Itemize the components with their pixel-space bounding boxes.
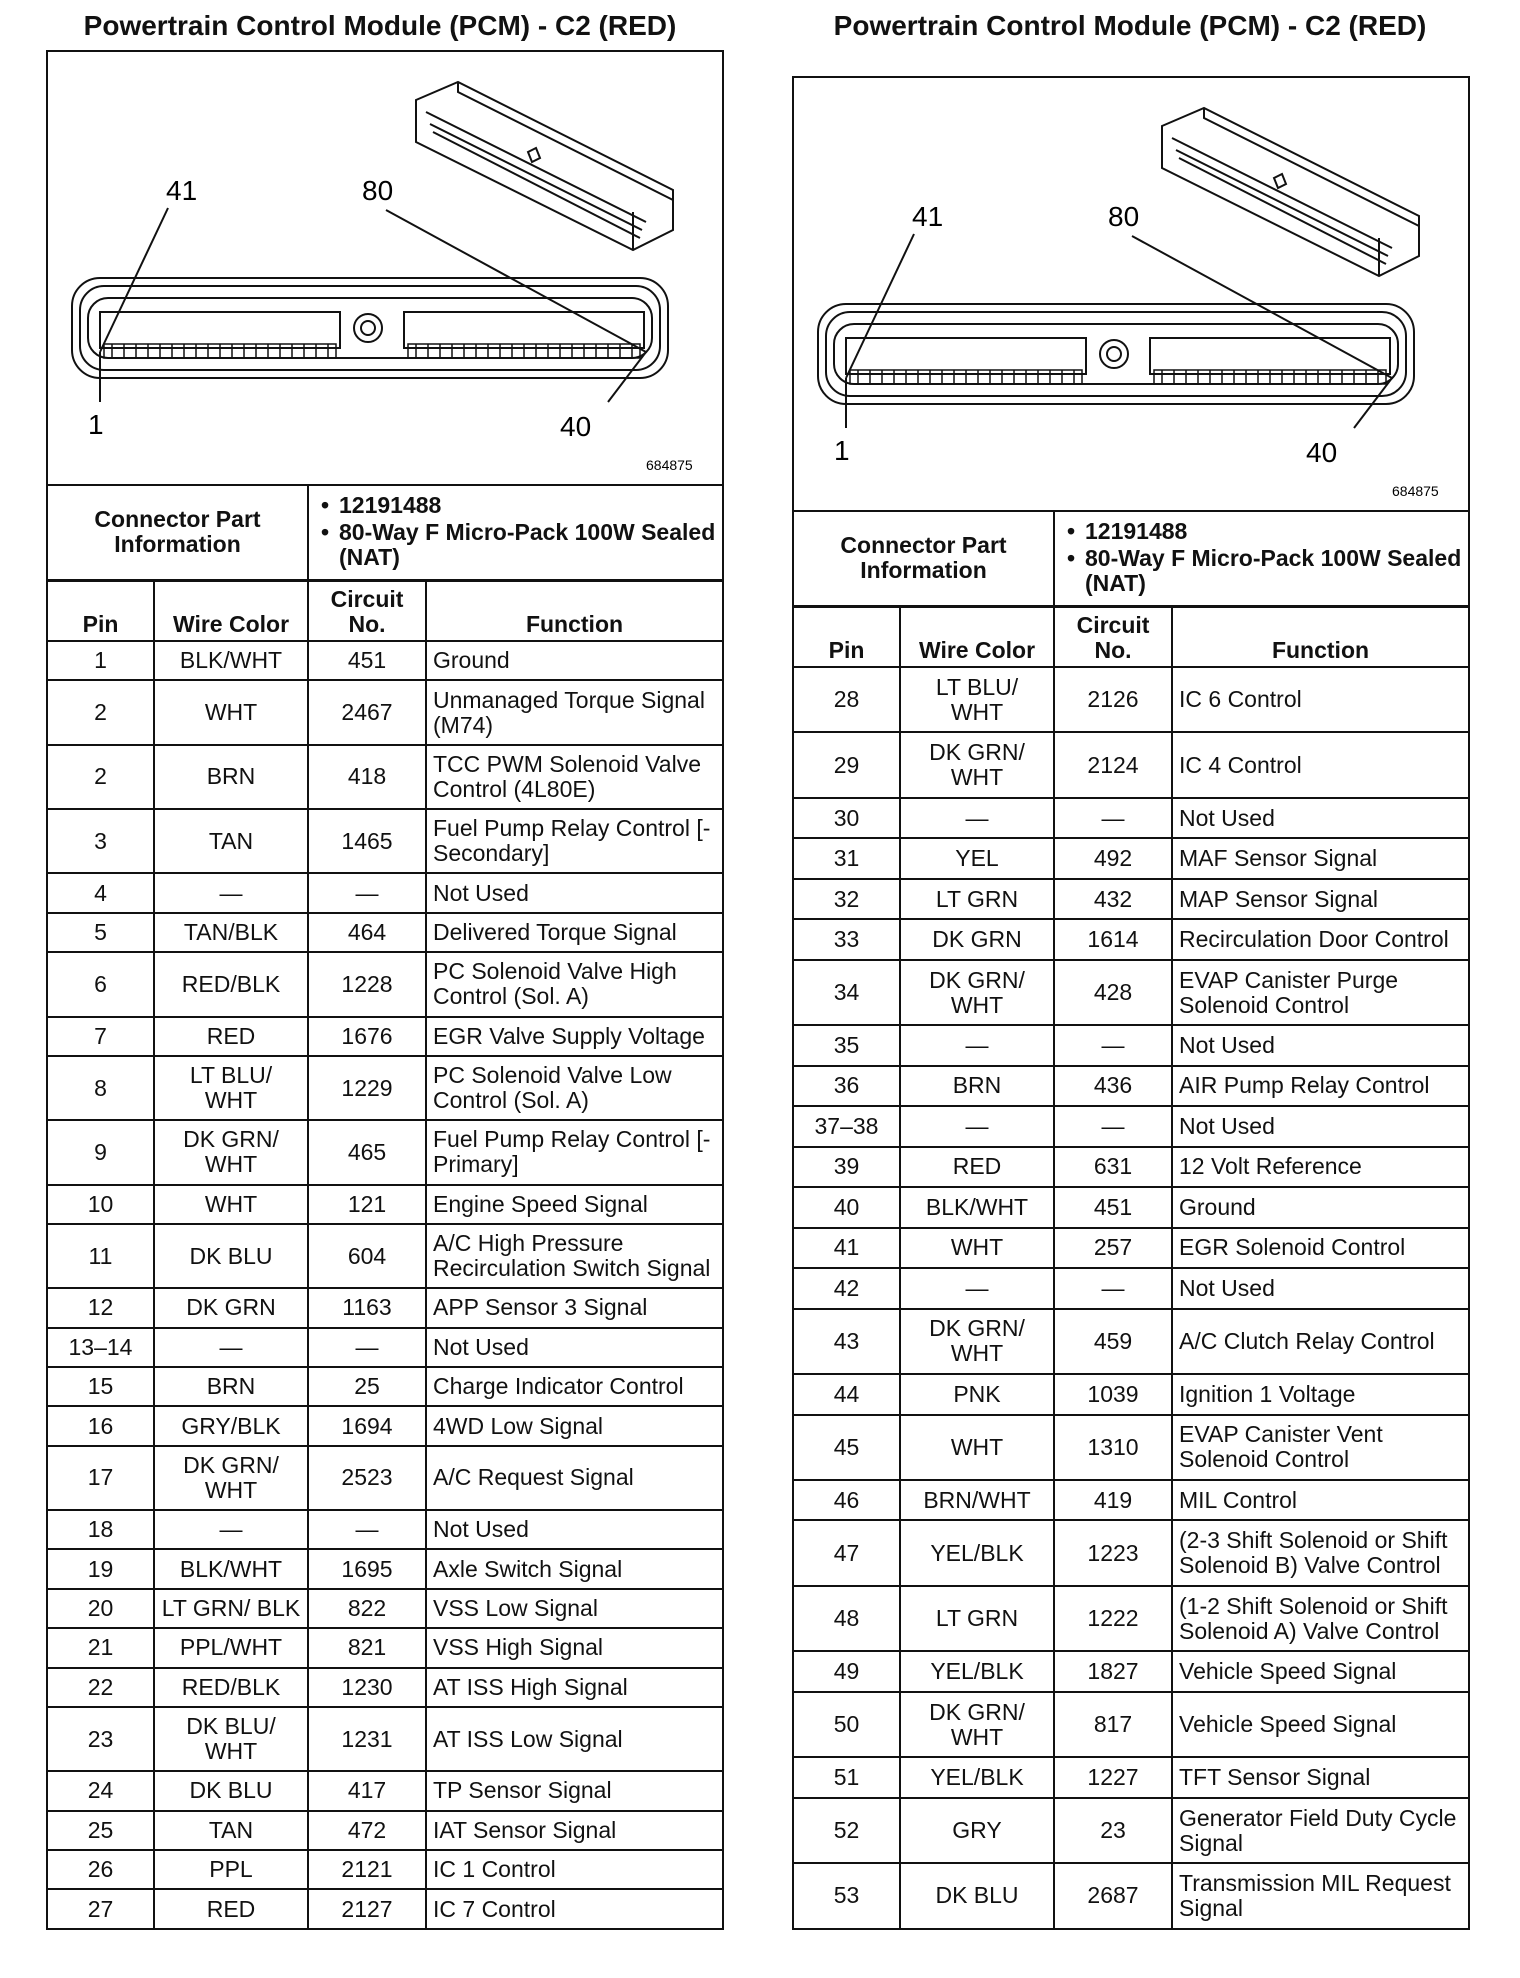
wire-color-cell: PPL/WHT: [154, 1628, 308, 1667]
function-cell: Fuel Pump Relay Control [- Secondary]: [426, 809, 722, 873]
function-cell: MIL Control: [1172, 1480, 1468, 1520]
circuit-cell: 1827: [1054, 1651, 1172, 1691]
pin-cell: 52: [794, 1798, 900, 1863]
circuit-cell: 817: [1054, 1692, 1172, 1757]
circuit-cell: 631: [1054, 1147, 1172, 1187]
circuit-cell: 1163: [308, 1288, 426, 1327]
circuit-cell: 419: [1054, 1480, 1172, 1520]
pin-cell: 42: [794, 1268, 900, 1308]
circuit-cell: —: [1054, 798, 1172, 838]
wire-color-cell: DK BLU: [154, 1771, 308, 1810]
left-connector-info: [48, 484, 722, 581]
pin-label-80: 80: [1108, 201, 1140, 232]
wire-color-cell: —: [154, 1510, 308, 1549]
circuit-cell: 417: [308, 1771, 426, 1810]
wire-color-cell: LT BLU/ WHT: [154, 1056, 308, 1120]
wire-color-cell: RED/BLK: [154, 952, 308, 1016]
function-cell: PC Solenoid Valve Low Control (Sol. A): [426, 1056, 722, 1120]
pin-cell: 2: [48, 680, 154, 744]
wire-color-cell: BRN: [154, 1367, 308, 1406]
table-row: [48, 1510, 722, 1549]
circuit-cell: 2124: [1054, 732, 1172, 797]
table-row: [794, 667, 1468, 732]
wire-color-cell: DK GRN: [154, 1288, 308, 1327]
function-cell: (2-3 Shift Solenoid or Shift Solenoid B) Valve Control: [1172, 1520, 1468, 1585]
wire-color-cell: LT GRN/ BLK: [154, 1589, 308, 1628]
circuit-cell: 121: [308, 1185, 426, 1224]
wire-color-cell: —: [900, 1106, 1054, 1146]
pin-cell: 4: [48, 873, 154, 912]
circuit-cell: —: [1054, 1268, 1172, 1308]
function-cell: IAT Sensor Signal: [426, 1811, 722, 1850]
pin-cell: 9: [48, 1120, 154, 1184]
wire-color-cell: BLK/WHT: [900, 1187, 1054, 1227]
header-wire-color: Wire Color: [900, 607, 1054, 667]
function-cell: Axle Switch Signal: [426, 1549, 722, 1588]
table-row: [794, 798, 1468, 838]
wire-color-cell: YEL/BLK: [900, 1757, 1054, 1797]
wire-color-cell: BRN: [900, 1066, 1054, 1106]
connector-info-label: Connector Part Information: [48, 484, 308, 580]
function-cell: Not Used: [1172, 1106, 1468, 1146]
pin-cell: 12: [48, 1288, 154, 1327]
function-cell: APP Sensor 3 Signal: [426, 1288, 722, 1327]
function-cell: Unmanaged Torque Signal (M74): [426, 680, 722, 744]
connector-illustration: [794, 78, 1468, 508]
function-cell: A/C Request Signal: [426, 1446, 722, 1510]
wire-color-cell: DK GRN/ WHT: [154, 1120, 308, 1184]
wire-color-cell: RED: [900, 1147, 1054, 1187]
table-row: [48, 1589, 722, 1628]
pin-cell: 46: [794, 1480, 900, 1520]
table-row: [48, 1707, 722, 1771]
wire-color-cell: RED/BLK: [154, 1668, 308, 1707]
function-cell: IC 1 Control: [426, 1850, 722, 1889]
function-cell: 12 Volt Reference: [1172, 1147, 1468, 1187]
table-row: [794, 1106, 1468, 1146]
pin-cell: 49: [794, 1651, 900, 1691]
wire-color-cell: DK GRN/ WHT: [900, 1309, 1054, 1374]
circuit-cell: 1694: [308, 1406, 426, 1445]
header-function: Function: [1172, 607, 1468, 667]
function-cell: EGR Solenoid Control: [1172, 1228, 1468, 1268]
wire-color-cell: —: [154, 1328, 308, 1367]
pin-cell: 30: [794, 798, 900, 838]
circuit-cell: 1465: [308, 809, 426, 873]
table-row: [48, 1224, 722, 1288]
circuit-cell: 1222: [1054, 1586, 1172, 1651]
wire-color-cell: BLK/WHT: [154, 1549, 308, 1588]
header-wire-color: Wire Color: [154, 581, 308, 641]
pin-cell: 41: [794, 1228, 900, 1268]
circuit-cell: 1229: [308, 1056, 426, 1120]
table-row: [48, 809, 722, 873]
pin-cell: 44: [794, 1374, 900, 1414]
table-row: [48, 1120, 722, 1184]
table-row: [794, 1480, 1468, 1520]
pin-cell: 19: [48, 1549, 154, 1588]
circuit-cell: 2523: [308, 1446, 426, 1510]
wire-color-cell: LT GRN: [900, 879, 1054, 919]
circuit-cell: 604: [308, 1224, 426, 1288]
pin-cell: 39: [794, 1147, 900, 1187]
circuit-cell: 1230: [308, 1668, 426, 1707]
table-row: [48, 1056, 722, 1120]
connector-type: • 80-Way F Micro-Pack 100W Sealed (NAT): [1085, 546, 1462, 596]
function-cell: Not Used: [1172, 1025, 1468, 1065]
pin-cell: 1: [48, 641, 154, 680]
function-cell: Ignition 1 Voltage: [1172, 1374, 1468, 1414]
pin-cell: 43: [794, 1309, 900, 1374]
pin-cell: 17: [48, 1446, 154, 1510]
right-pinout-table: [794, 606, 1468, 1930]
table-row: [48, 680, 722, 744]
pin-cell: 7: [48, 1017, 154, 1056]
pin-cell: 26: [48, 1850, 154, 1889]
table-row: [794, 1066, 1468, 1106]
figure-id: 684875: [1392, 483, 1439, 499]
table-row: [794, 1863, 1468, 1928]
pin-cell: 28: [794, 667, 900, 732]
header-pin: Pin: [48, 581, 154, 641]
pin-cell: 48: [794, 1586, 900, 1651]
left-pinout-table: [48, 580, 722, 1930]
header-circuit: Circuit No.: [308, 581, 426, 641]
wire-color-cell: GRY: [900, 1798, 1054, 1863]
table-row: [794, 1520, 1468, 1585]
wire-color-cell: BLK/WHT: [154, 641, 308, 680]
circuit-cell: 1223: [1054, 1520, 1172, 1585]
table-row: [48, 1017, 722, 1056]
pin-cell: 13–14: [48, 1328, 154, 1367]
pin-cell: 21: [48, 1628, 154, 1667]
table-row: [48, 641, 722, 680]
pin-cell: 36: [794, 1066, 900, 1106]
wire-color-cell: TAN: [154, 1811, 308, 1850]
table-row: [794, 1025, 1468, 1065]
function-cell: A/C Clutch Relay Control: [1172, 1309, 1468, 1374]
wire-color-cell: GRY/BLK: [154, 1406, 308, 1445]
circuit-cell: 2467: [308, 680, 426, 744]
circuit-cell: —: [308, 1328, 426, 1367]
pin-cell: 18: [48, 1510, 154, 1549]
table-row: [48, 873, 722, 912]
connector-type: • 80-Way F Micro-Pack 100W Sealed (NAT): [339, 520, 716, 570]
circuit-cell: 418: [308, 745, 426, 809]
connector-info-label: Connector Part Information: [794, 510, 1054, 606]
table-row: [48, 1811, 722, 1850]
pin-cell: 37–38: [794, 1106, 900, 1146]
pin-cell: 32: [794, 879, 900, 919]
circuit-cell: 492: [1054, 838, 1172, 878]
header-pin: Pin: [794, 607, 900, 667]
connector-illustration: [48, 52, 722, 482]
table-row: [794, 1757, 1468, 1797]
table-row: [794, 1651, 1468, 1691]
table-row: [794, 919, 1468, 959]
function-cell: Not Used: [1172, 1268, 1468, 1308]
wire-color-cell: DK BLU/ WHT: [154, 1707, 308, 1771]
function-cell: AT ISS High Signal: [426, 1668, 722, 1707]
circuit-cell: 2687: [1054, 1863, 1172, 1928]
left-panel: [46, 50, 724, 1930]
circuit-cell: 822: [308, 1589, 426, 1628]
figure-id: 684875: [646, 457, 693, 473]
function-cell: A/C High Pressure Recirculation Switch Signal: [426, 1224, 722, 1288]
function-cell: Not Used: [426, 1328, 722, 1367]
circuit-cell: 464: [308, 913, 426, 952]
circuit-cell: —: [1054, 1106, 1172, 1146]
pin-cell: 20: [48, 1589, 154, 1628]
table-row: [794, 879, 1468, 919]
function-cell: TFT Sensor Signal: [1172, 1757, 1468, 1797]
circuit-cell: 436: [1054, 1066, 1172, 1106]
function-cell: IC 4 Control: [1172, 732, 1468, 797]
pin-cell: 34: [794, 960, 900, 1025]
wire-color-cell: WHT: [900, 1415, 1054, 1480]
wire-color-cell: YEL/BLK: [900, 1651, 1054, 1691]
table-row: [48, 1771, 722, 1810]
pin-cell: 2: [48, 745, 154, 809]
wire-color-cell: RED: [154, 1889, 308, 1928]
table-row: [48, 745, 722, 809]
circuit-cell: 1676: [308, 1017, 426, 1056]
table-row: [48, 1549, 722, 1588]
wire-color-cell: DK GRN/ WHT: [900, 732, 1054, 797]
function-cell: Engine Speed Signal: [426, 1185, 722, 1224]
table-row: [794, 732, 1468, 797]
pin-cell: 8: [48, 1056, 154, 1120]
function-cell: VSS High Signal: [426, 1628, 722, 1667]
wire-color-cell: —: [900, 1025, 1054, 1065]
table-row: [48, 1446, 722, 1510]
function-cell: Generator Field Duty Cycle Signal: [1172, 1798, 1468, 1863]
pin-cell: 22: [48, 1668, 154, 1707]
pin-label-41: 41: [912, 201, 944, 232]
pin-cell: 24: [48, 1771, 154, 1810]
pin-cell: 29: [794, 732, 900, 797]
function-cell: (1-2 Shift Solenoid or Shift Solenoid A) Valve Control: [1172, 1586, 1468, 1651]
function-cell: Not Used: [426, 1510, 722, 1549]
pin-label-1: 1: [88, 409, 104, 440]
right-connector-diagram: [794, 78, 1468, 512]
circuit-cell: 451: [308, 641, 426, 680]
table-row: [48, 952, 722, 1016]
table-row: [794, 1692, 1468, 1757]
wire-color-cell: LT BLU/ WHT: [900, 667, 1054, 732]
right-panel: [792, 76, 1470, 1930]
circuit-cell: —: [308, 873, 426, 912]
table-row: [794, 838, 1468, 878]
pin-label-40: 40: [1306, 437, 1338, 468]
pin-cell: 47: [794, 1520, 900, 1585]
function-cell: Ground: [1172, 1187, 1468, 1227]
table-row: [794, 1228, 1468, 1268]
function-cell: Ground: [426, 641, 722, 680]
circuit-cell: 1231: [308, 1707, 426, 1771]
table-row: [794, 1798, 1468, 1863]
wire-color-cell: DK GRN/ WHT: [900, 1692, 1054, 1757]
circuit-cell: 23: [1054, 1798, 1172, 1863]
pin-cell: 45: [794, 1415, 900, 1480]
table-row: [794, 1187, 1468, 1227]
circuit-cell: 257: [1054, 1228, 1172, 1268]
pin-cell: 50: [794, 1692, 900, 1757]
circuit-cell: 428: [1054, 960, 1172, 1025]
function-cell: Charge Indicator Control: [426, 1367, 722, 1406]
table-row: [794, 1586, 1468, 1651]
connector-part-number: • 12191488: [1085, 519, 1462, 544]
function-cell: TCC PWM Solenoid Valve Control (4L80E): [426, 745, 722, 809]
function-cell: IC 7 Control: [426, 1889, 722, 1928]
pin-cell: 23: [48, 1707, 154, 1771]
wire-color-cell: BRN: [154, 745, 308, 809]
table-row: [794, 1374, 1468, 1414]
wire-color-cell: WHT: [154, 1185, 308, 1224]
function-cell: Vehicle Speed Signal: [1172, 1692, 1468, 1757]
wire-color-cell: LT GRN: [900, 1586, 1054, 1651]
function-cell: Delivered Torque Signal: [426, 913, 722, 952]
wire-color-cell: DK GRN/ WHT: [154, 1446, 308, 1510]
circuit-cell: 1227: [1054, 1757, 1172, 1797]
function-cell: MAF Sensor Signal: [1172, 838, 1468, 878]
circuit-cell: 2126: [1054, 667, 1172, 732]
pin-label-40: 40: [560, 411, 592, 442]
function-cell: Fuel Pump Relay Control [- Primary]: [426, 1120, 722, 1184]
table-row: [48, 1185, 722, 1224]
wire-color-cell: DK BLU: [154, 1224, 308, 1288]
circuit-cell: 25: [308, 1367, 426, 1406]
pin-cell: 11: [48, 1224, 154, 1288]
wire-color-cell: PNK: [900, 1374, 1054, 1414]
wire-color-cell: PPL: [154, 1850, 308, 1889]
pin-label-1: 1: [834, 435, 850, 466]
pin-cell: 25: [48, 1811, 154, 1850]
function-cell: PC Solenoid Valve High Control (Sol. A): [426, 952, 722, 1016]
table-row: [48, 1889, 722, 1928]
wire-color-cell: BRN/WHT: [900, 1480, 1054, 1520]
pin-cell: 15: [48, 1367, 154, 1406]
header-function: Function: [426, 581, 722, 641]
function-cell: EVAP Canister Purge Solenoid Control: [1172, 960, 1468, 1025]
pin-cell: 51: [794, 1757, 900, 1797]
wire-color-cell: WHT: [154, 680, 308, 744]
table-row: [48, 1406, 722, 1445]
pin-cell: 16: [48, 1406, 154, 1445]
circuit-cell: —: [308, 1510, 426, 1549]
wire-color-cell: —: [900, 798, 1054, 838]
table-row: [48, 913, 722, 952]
pin-cell: 35: [794, 1025, 900, 1065]
circuit-cell: 1228: [308, 952, 426, 1016]
wire-color-cell: WHT: [900, 1228, 1054, 1268]
connector-part-number: • 12191488: [339, 493, 716, 518]
function-cell: EVAP Canister Vent Solenoid Control: [1172, 1415, 1468, 1480]
wire-color-cell: DK GRN/ WHT: [900, 960, 1054, 1025]
pin-cell: 5: [48, 913, 154, 952]
circuit-cell: 1310: [1054, 1415, 1172, 1480]
circuit-cell: 472: [308, 1811, 426, 1850]
circuit-cell: 2127: [308, 1889, 426, 1928]
circuit-cell: 451: [1054, 1187, 1172, 1227]
pin-cell: 3: [48, 809, 154, 873]
pin-cell: 31: [794, 838, 900, 878]
table-row: [794, 1147, 1468, 1187]
header-circuit: Circuit No.: [1054, 607, 1172, 667]
table-row: [794, 1415, 1468, 1480]
circuit-cell: 459: [1054, 1309, 1172, 1374]
circuit-cell: 821: [308, 1628, 426, 1667]
left-page-title: Powertrain Control Module (PCM) - C2 (RED): [83, 10, 677, 41]
table-row: [48, 1328, 722, 1367]
circuit-cell: —: [1054, 1025, 1172, 1065]
connector-info-items: [308, 484, 722, 580]
pin-cell: 53: [794, 1863, 900, 1928]
pin-cell: 6: [48, 952, 154, 1016]
table-row: [48, 1668, 722, 1707]
function-cell: Not Used: [426, 873, 722, 912]
circuit-cell: 2121: [308, 1850, 426, 1889]
table-row: [794, 1309, 1468, 1374]
connector-info-items: [1054, 510, 1468, 606]
function-cell: EGR Valve Supply Voltage: [426, 1017, 722, 1056]
circuit-cell: 1614: [1054, 919, 1172, 959]
table-row: [48, 1628, 722, 1667]
circuit-cell: 1695: [308, 1549, 426, 1588]
function-cell: AIR Pump Relay Control: [1172, 1066, 1468, 1106]
pin-cell: 33: [794, 919, 900, 959]
wire-color-cell: YEL/BLK: [900, 1520, 1054, 1585]
circuit-cell: 465: [308, 1120, 426, 1184]
pin-label-80: 80: [362, 175, 394, 206]
table-row: [794, 960, 1468, 1025]
table-row: [48, 1367, 722, 1406]
wire-color-cell: YEL: [900, 838, 1054, 878]
pin-cell: 10: [48, 1185, 154, 1224]
wire-color-cell: TAN/BLK: [154, 913, 308, 952]
wire-color-cell: DK GRN: [900, 919, 1054, 959]
function-cell: VSS Low Signal: [426, 1589, 722, 1628]
function-cell: Vehicle Speed Signal: [1172, 1651, 1468, 1691]
function-cell: TP Sensor Signal: [426, 1771, 722, 1810]
function-cell: IC 6 Control: [1172, 667, 1468, 732]
function-cell: AT ISS Low Signal: [426, 1707, 722, 1771]
pin-cell: 40: [794, 1187, 900, 1227]
left-connector-diagram: [48, 52, 722, 486]
function-cell: Recirculation Door Control: [1172, 919, 1468, 959]
circuit-cell: 432: [1054, 879, 1172, 919]
wire-color-cell: —: [154, 873, 308, 912]
function-cell: 4WD Low Signal: [426, 1406, 722, 1445]
table-row: [48, 1288, 722, 1327]
pin-label-41: 41: [166, 175, 198, 206]
wire-color-cell: RED: [154, 1017, 308, 1056]
wire-color-cell: —: [900, 1268, 1054, 1308]
table-row: [48, 1850, 722, 1889]
wire-color-cell: DK BLU: [900, 1863, 1054, 1928]
function-cell: Not Used: [1172, 798, 1468, 838]
right-page-title: Powertrain Control Module (PCM) - C2 (RED): [833, 10, 1427, 41]
table-row: [794, 1268, 1468, 1308]
function-cell: MAP Sensor Signal: [1172, 879, 1468, 919]
right-connector-info: [794, 510, 1468, 607]
function-cell: Transmission MIL Request Signal: [1172, 1863, 1468, 1928]
pin-cell: 27: [48, 1889, 154, 1928]
wire-color-cell: TAN: [154, 809, 308, 873]
circuit-cell: 1039: [1054, 1374, 1172, 1414]
